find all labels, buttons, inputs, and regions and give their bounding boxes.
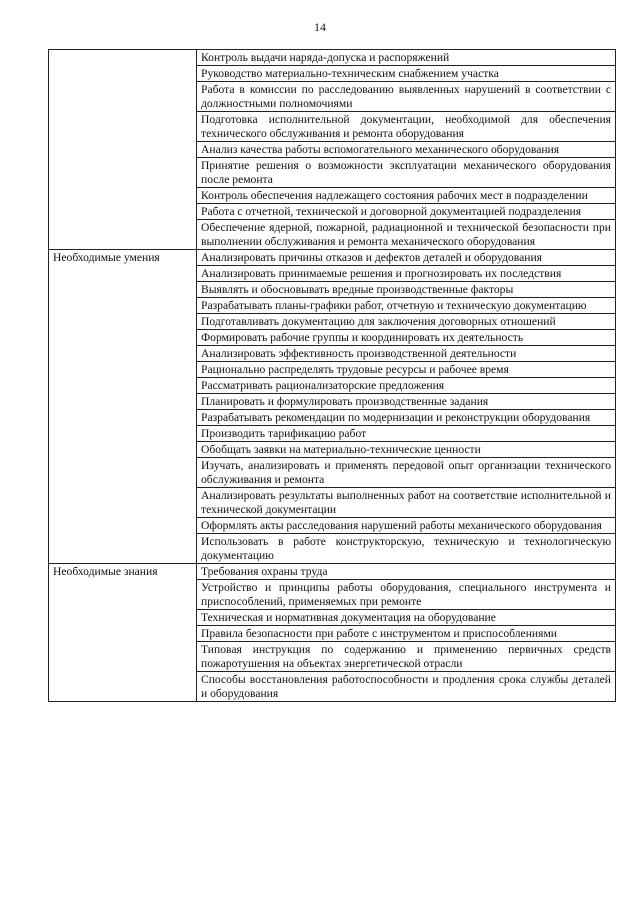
table-cell: Принятие решения о возможности эксплуатации механического оборудования после ремонта	[197, 158, 616, 188]
table-cell: Подготавливать документацию для заключения договорных отношений	[197, 314, 616, 330]
table-cell: Руководство материально-техническим снабжением участка	[197, 66, 616, 82]
table-cell: Использовать в работе конструкторскую, техническую и технологическую документацию	[197, 534, 616, 564]
table-row	[49, 564, 616, 580]
table-cell: Обеспечение ядерной, пожарной, радиационной и технической безопасности при выполнении обслуживания и ремонта механического оборудования	[197, 220, 616, 250]
table-cell: Планировать и формулировать производственные задания	[197, 394, 616, 410]
table-cell: Анализировать результаты выполненных работ на соответствие исполнительной и технической документации	[197, 488, 616, 518]
table-cell: Подготовка исполнительной документации, необходимой для обеспечения технического обслуживания и ремонта оборудования	[197, 112, 616, 142]
table-cell: Выявлять и обосновывать вредные производственные факторы	[197, 282, 616, 298]
table-cell: Работа в комиссии по расследованию выявленных нарушений в соответствии с должностными полномочиями	[197, 82, 616, 112]
page-number: 14	[314, 20, 326, 34]
table-cell: Анализировать принимаемые решения и прогнозировать их последствия	[197, 266, 616, 282]
table-cell: Требования охраны труда	[197, 564, 616, 580]
table-cell: Разрабатывать планы-графики работ, отчетную и техническую документацию	[197, 298, 616, 314]
table-cell: Контроль обеспечения надлежащего состояния рабочих мест в подразделении	[197, 188, 616, 204]
table-cell: Формировать рабочие группы и координировать их деятельность	[197, 330, 616, 346]
qualification-table-body	[49, 50, 616, 702]
table-cell: Обобщать заявки на материально-технические ценности	[197, 442, 616, 458]
section-label: Необходимые знания	[49, 564, 197, 702]
table-cell: Способы восстановления работоспособности и продления срока службы деталей и оборудования	[197, 672, 616, 702]
table-row	[49, 250, 616, 266]
table-cell: Анализировать эффективность производственной деятельности	[197, 346, 616, 362]
section-label: Необходимые умения	[49, 250, 197, 564]
table-cell: Контроль выдачи наряда-допуска и распоряжений	[197, 50, 616, 66]
qualification-table	[48, 49, 616, 702]
table-row	[49, 50, 616, 66]
section-label	[49, 50, 197, 250]
table-cell: Устройство и принципы работы оборудования, специального инструмента и приспособлений, применяемых при ремонте	[197, 580, 616, 610]
table-cell: Работа с отчетной, технической и договорной документацией подразделения	[197, 204, 616, 220]
table-cell: Правила безопасности при работе с инструментом и приспособлениями	[197, 626, 616, 642]
table-cell: Анализ качества работы вспомогательного механического оборудования	[197, 142, 616, 158]
table-cell: Рационально распределять трудовые ресурсы и рабочее время	[197, 362, 616, 378]
table-cell: Рассматривать рационализаторские предложения	[197, 378, 616, 394]
table-cell: Техническая и нормативная документация на оборудование	[197, 610, 616, 626]
table-cell: Производить тарификацию работ	[197, 426, 616, 442]
table-cell: Разрабатывать рекомендации по модернизации и реконструкции оборудования	[197, 410, 616, 426]
table-cell: Оформлять акты расследования нарушений работы механического оборудования	[197, 518, 616, 534]
table-cell: Анализировать причины отказов и дефектов деталей и оборудования	[197, 250, 616, 266]
table-cell: Изучать, анализировать и применять передовой опыт организации технического обслуживания и ремонта	[197, 458, 616, 488]
table-cell: Типовая инструкция по содержанию и применению первичных средств пожаротушения на объектах энергетической отрасли	[197, 642, 616, 672]
